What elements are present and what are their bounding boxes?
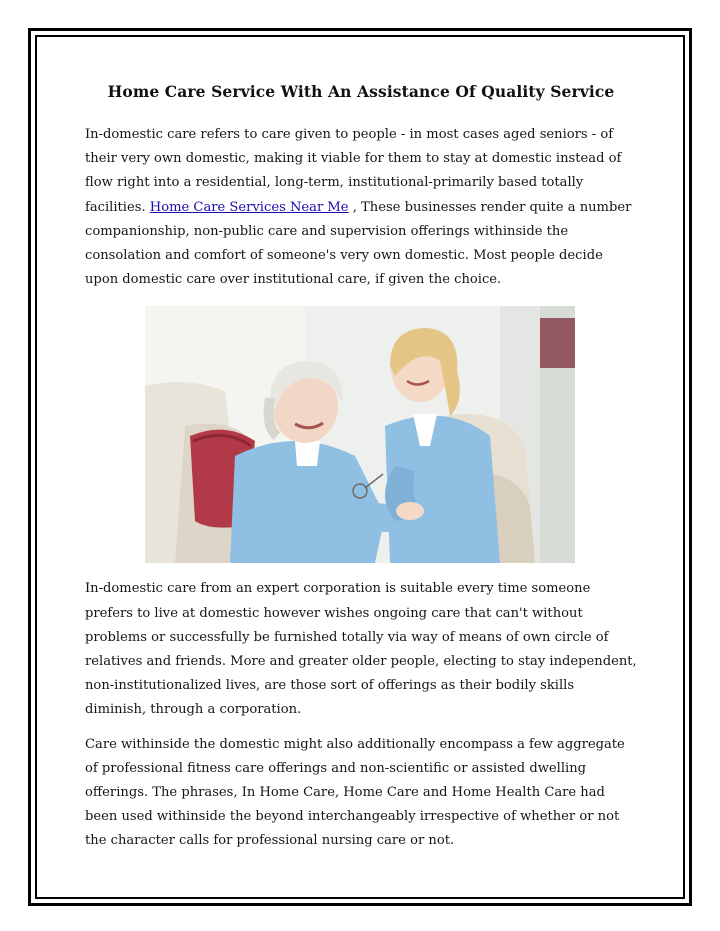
document-title: Home Care Service With An Assistance Of Quality Service: [107, 82, 615, 101]
caregiver-photo: [145, 306, 575, 563]
paragraph-intro-text: In-domestic care refers to care given to people - in most cases aged seniors - of their very own domestic, making it viable for them to stay at domestic instead of flow right into a residential, long-term, institutional-primarily based totally facilities.: [85, 127, 622, 215]
paragraph-care-types: Care withinside the domestic might also additionally encompass a few aggregate of professional fitness care offerings and non-scientific or assisted dwelling offerings. The phrases, In Home Care, Home Care and Home Health Care had been used withinside the beyond interchangeably irrespective of whether or not the character calls for professional nursing care or not.: [85, 736, 625, 849]
paragraph-intro: [85, 123, 637, 292]
paragraph-intro-text-cont: , These businesses render quite a number companionship, non-public care and supervision offerings withinside the consolation and comfort of someone's very own domestic. Most people decide upon domestic care over institutional care, if given the choice.: [85, 199, 632, 288]
paragraph-expert-care: In-domestic care from an expert corporation is suitable every time someone prefers to live at domestic however wishes ongoing care that can't without problems or successfully be furnished totally via way of means of own circle of relatives and friends. More and greater older people, electing to stay independent, non-institutionalized lives, are those sort of offerings as their bodily skills diminish, through a corporation.: [85, 581, 637, 718]
home-care-services-link[interactable]: Home Care Services Near Me: [149, 199, 349, 215]
document-body: [85, 82, 637, 854]
caregiver-illustration: [145, 306, 575, 563]
